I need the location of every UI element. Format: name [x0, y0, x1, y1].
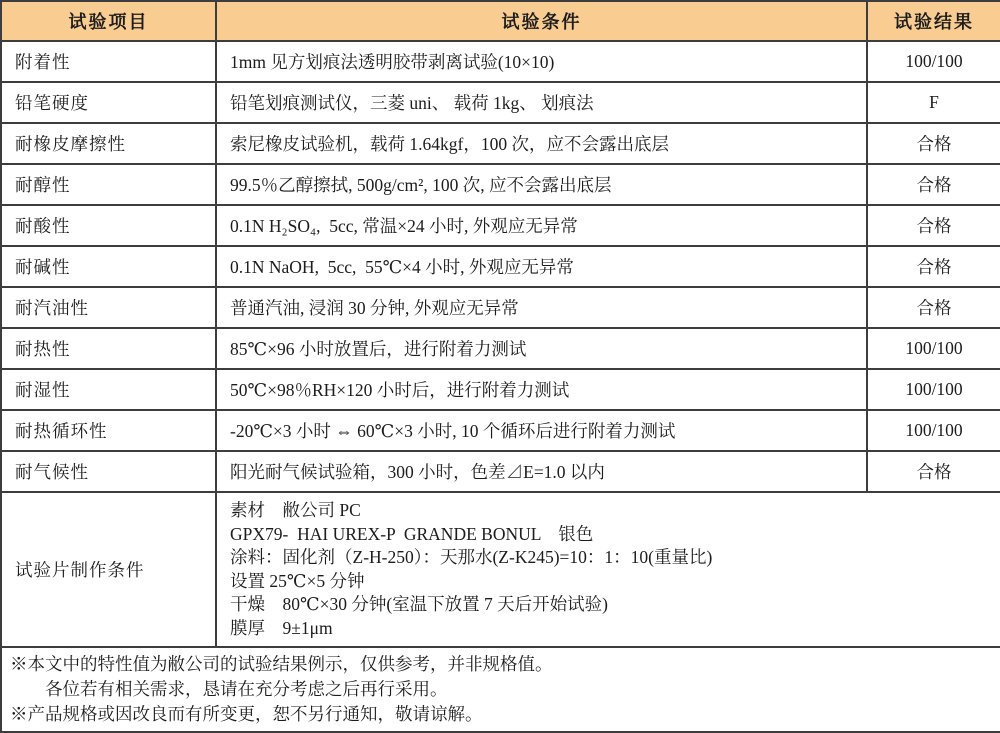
condition-cell: 阳光耐气候试验箱，300 小时，色差⊿E=1.0 以内 — [216, 451, 867, 492]
item-cell: 耐橡皮摩擦性 — [1, 123, 216, 164]
header-test-condition: 试验条件 — [216, 1, 867, 41]
condition-cell: 50℃×98％RH×120 小时后，进行附着力测试 — [216, 369, 867, 410]
footer-notes-row — [1, 647, 1000, 732]
result-cell: 合格 — [867, 451, 1000, 492]
condition-cell: 0.1N H₂SO₄, 5cc, 常温×24 小时, 外观应无异常 — [216, 205, 867, 246]
table-row — [1, 205, 1000, 246]
prep-line-setting: 设置 25℃×5 分钟 — [230, 570, 365, 591]
table-row — [1, 369, 1000, 410]
item-cell: 耐热循环性 — [1, 410, 216, 451]
prep-line-coating: 涂料：固化剂（Z-H-250）：天那水(Z-K245)=10：1：10(重量比) — [230, 547, 713, 567]
header-test-item: 试验项目 — [1, 1, 216, 41]
result-cell: 合格 — [867, 123, 1000, 164]
condition-cell: 铅笔划痕测试仪，三菱 uni、 载荷 1kg、 划痕法 — [216, 82, 867, 123]
result-cell: 合格 — [867, 164, 1000, 205]
table-row — [1, 41, 1000, 82]
item-cell: 耐酸性 — [1, 205, 216, 246]
table-row — [1, 410, 1000, 451]
item-cell: 耐气候性 — [1, 451, 216, 492]
prep-line-product: GPX79- HAI UREX-P GRANDE BONUL 银色 — [230, 523, 594, 544]
result-cell: 100/100 — [867, 41, 1000, 82]
sample-prep-row — [1, 492, 1000, 647]
result-cell: 100/100 — [867, 328, 1000, 369]
prep-line-drying: 干燥 80℃×30 分钟(室温下放置 7 天后开始试验) — [230, 594, 608, 614]
prep-line-thickness: 膜厚 9±1μm — [230, 617, 333, 638]
note-line-2: 各位若有相关需求，恳请在充分考虑之后再行采用。 — [10, 679, 448, 699]
condition-cell: 0.1N NaOH, 5cc, 55℃×4 小时, 外观应无异常 — [216, 246, 867, 287]
item-cell: 耐热性 — [1, 328, 216, 369]
result-cell: 合格 — [867, 205, 1000, 246]
item-cell: 耐醇性 — [1, 164, 216, 205]
prep-line-material: 素材 敝公司 PC — [230, 500, 361, 520]
table-row — [1, 287, 1000, 328]
table-row — [1, 82, 1000, 123]
table-row — [1, 123, 1000, 164]
condition-cell: 1mm 见方划痕法透明胶带剥离试验(10×10) — [216, 41, 867, 82]
table-row — [1, 451, 1000, 492]
footer-notes-cell — [1, 647, 1000, 732]
table-row — [1, 164, 1000, 205]
table-header-row — [1, 1, 1000, 41]
header-test-result: 试验结果 — [867, 1, 1000, 41]
item-cell: 附着性 — [1, 41, 216, 82]
item-cell: 铅笔硬度 — [1, 82, 216, 123]
note-line-1: ※本文中的特性值为敝公司的试验结果例示，仅供参考，并非规格值。 — [10, 654, 553, 674]
item-cell: 耐湿性 — [1, 369, 216, 410]
condition-cell: 99.5％乙醇擦拭, 500g/cm², 100 次, 应不会露出底层 — [216, 164, 867, 205]
result-cell: 100/100 — [867, 369, 1000, 410]
condition-cell: 索尼橡皮试验机，载荷 1.64kgf，100 次，应不会露出底层 — [216, 123, 867, 164]
condition-cell: 普通汽油, 浸润 30 分钟, 外观应无异常 — [216, 287, 867, 328]
item-cell: 耐汽油性 — [1, 287, 216, 328]
item-cell: 耐碱性 — [1, 246, 216, 287]
condition-cell: 85℃×96 小时放置后，进行附着力测试 — [216, 328, 867, 369]
note-line-3: ※产品规格或因改良而有所变更，恕不另行通知，敬请谅解。 — [10, 704, 483, 724]
result-cell: 合格 — [867, 246, 1000, 287]
table-row — [1, 246, 1000, 287]
item-cell: 试验片制作条件 — [1, 492, 216, 647]
result-cell: F — [867, 82, 1000, 123]
table-row — [1, 328, 1000, 369]
prep-conditions-cell — [216, 492, 1000, 647]
result-cell: 100/100 — [867, 410, 1000, 451]
result-cell: 合格 — [867, 287, 1000, 328]
condition-cell: -20℃×3 小时 ⇔ 60℃×3 小时, 10 个循环后进行附着力测试 — [216, 410, 867, 451]
